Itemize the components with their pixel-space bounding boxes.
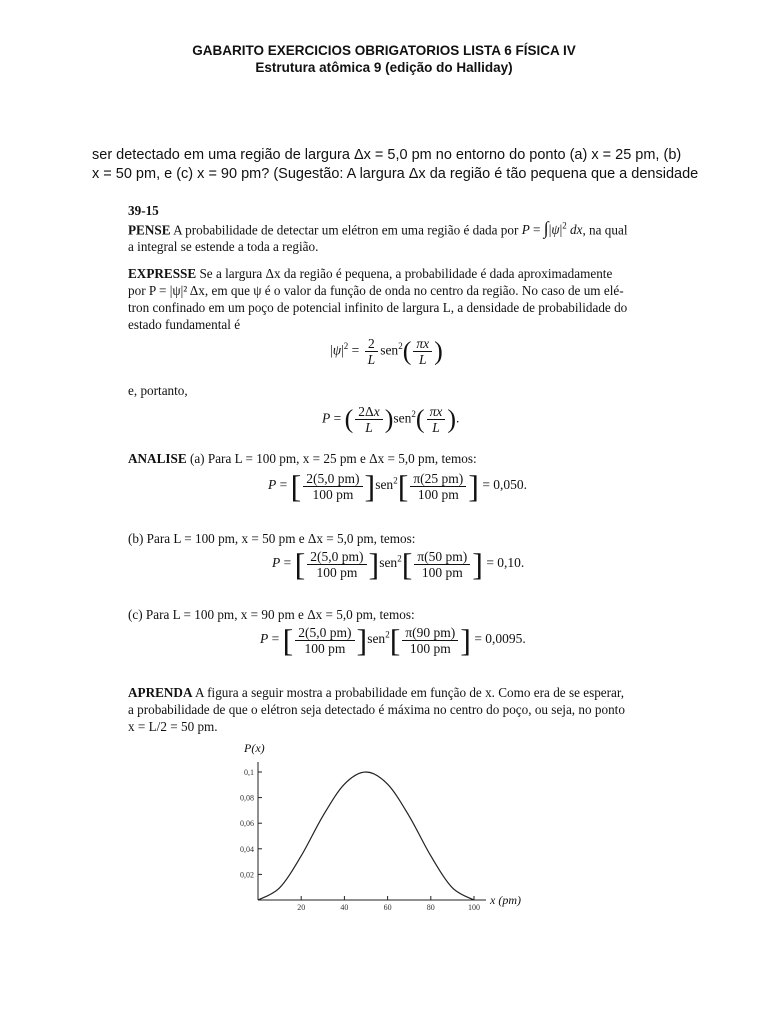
y-tick-label: 0,04	[240, 844, 254, 854]
x-tick-label: 40	[340, 903, 349, 912]
result-a: = 0,050.	[482, 477, 528, 493]
series-line-probability	[258, 772, 474, 900]
document-subtitle: Estrutura atômica 9 (edição do Halliday)	[255, 60, 513, 75]
analise-paragraph	[128, 450, 648, 467]
part-c-text: (c) Para L = 100 pm, x = 90 pm e Δx = 5,0 pm, temos:	[128, 607, 415, 622]
y-tick-label: 0,08	[240, 793, 254, 803]
intro-text	[92, 146, 732, 184]
expresse-paragraph	[128, 265, 648, 333]
pense-text: A probabilidade de detectar um elétron em uma região é dada por	[170, 222, 522, 238]
x-tick-label: 100	[468, 903, 480, 912]
expresse-line-3: tron confinado em um poço de potencial infinito de largura L, a densidade de probabilidade do	[128, 300, 628, 315]
part-b-text: (b) Para L = 100 pm, x = 50 pm e Δx = 5,0 pm, temos:	[128, 531, 416, 546]
x-tick-label: 20	[297, 903, 306, 912]
analise-label: ANALISE	[128, 451, 187, 466]
aprenda-line-1: A figura a seguir mostra a probabilidade em função de x. Como era de se esperar,	[192, 685, 625, 700]
aprenda-line-2: a probabilidade de que o elétron seja detectado é máxima no centro do poço, ou seja, no ponto	[128, 702, 625, 717]
y-axis-label: P(x)	[244, 741, 265, 755]
result-b: = 0,10.	[486, 555, 525, 571]
expresse-label: EXPRESSE	[128, 266, 197, 281]
equation-density: $|\psi|^2$ = $\frac{2}{L}$ sen$^2$( $\frac{\pi x}{L}$ )	[330, 336, 443, 367]
pense-line-2: a integral se estende a toda a região.	[128, 239, 319, 255]
x-tick-label: 80	[426, 903, 435, 912]
equation-a: P = [ $\frac{2(5,0 pm)}{100 pm}$ ]sen$^2$[ $\frac{\pi(25 pm)}{100 pm}$ ] = 0,050.	[268, 468, 528, 504]
pense-label: PENSE	[128, 222, 171, 238]
expresse-line-1: Se a largura Δx da região é pequena, a probabilidade é dada aproximadamente	[196, 266, 613, 281]
pense-integral: $P = \int|\psi|^2$ dx	[521, 218, 583, 239]
equation-c: P = [ $\frac{2(5,0 pm)}{100 pm}$ ]sen$^2$[ $\frac{\pi(90 pm)}{100 pm}$ ] = 0,0095.	[260, 622, 526, 658]
aprenda-line-3: x = L/2 = 50 pm.	[128, 719, 218, 734]
y-tick-label: 0,02	[240, 870, 254, 880]
intro-line-2: x = 50 pm, e (c) x = 90 pm? (Sugestão: A largura Δx da região é tão pequena que a densidade	[92, 166, 699, 182]
aprenda-label: APRENDA	[128, 685, 193, 700]
portanto-text: e, portanto,	[128, 383, 188, 398]
aprenda-paragraph	[128, 684, 648, 735]
equation-b: P = [ $\frac{2(5,0 pm)}{100 pm}$ ]sen$^2$[ $\frac{\pi(50 pm)}{100 pm}$ ] = 0,10.	[272, 546, 525, 582]
document-title: GABARITO EXERCICIOS OBRIGATORIOS LISTA 6 FÍSICA IV	[192, 43, 576, 58]
y-tick-label: 0,06	[240, 819, 254, 829]
equation-probability: P = ( $\frac{2\Delta x}{L}$ )sen$^2$( $\frac{\pi x}{L}$ ).	[322, 404, 460, 435]
pense-end: , na qual	[582, 222, 628, 238]
x-axis-label: x (pm)	[490, 893, 521, 907]
intro-line-1: ser detectado em uma região de largura Δx = 5,0 pm no entorno do ponto (a) x = 25 pm, (b)	[92, 147, 682, 163]
analise-text: (a) Para L = 100 pm, x = 25 pm e Δx = 5,0 pm, temos:	[186, 451, 477, 466]
x-tick-label: 60	[383, 903, 392, 912]
y-tick-label: 0,1	[244, 768, 254, 777]
pense-paragraph	[128, 218, 648, 255]
problem-number: 39-15	[128, 203, 159, 218]
expresse-line-2: por P = |ψ|² Δx, em que ψ é o valor da função de onda no centro da região. No caso de um elé-	[128, 283, 624, 298]
probability-chart	[220, 740, 540, 915]
result-c: = 0,0095.	[474, 631, 526, 647]
expresse-line-4: estado fundamental é	[128, 317, 241, 332]
